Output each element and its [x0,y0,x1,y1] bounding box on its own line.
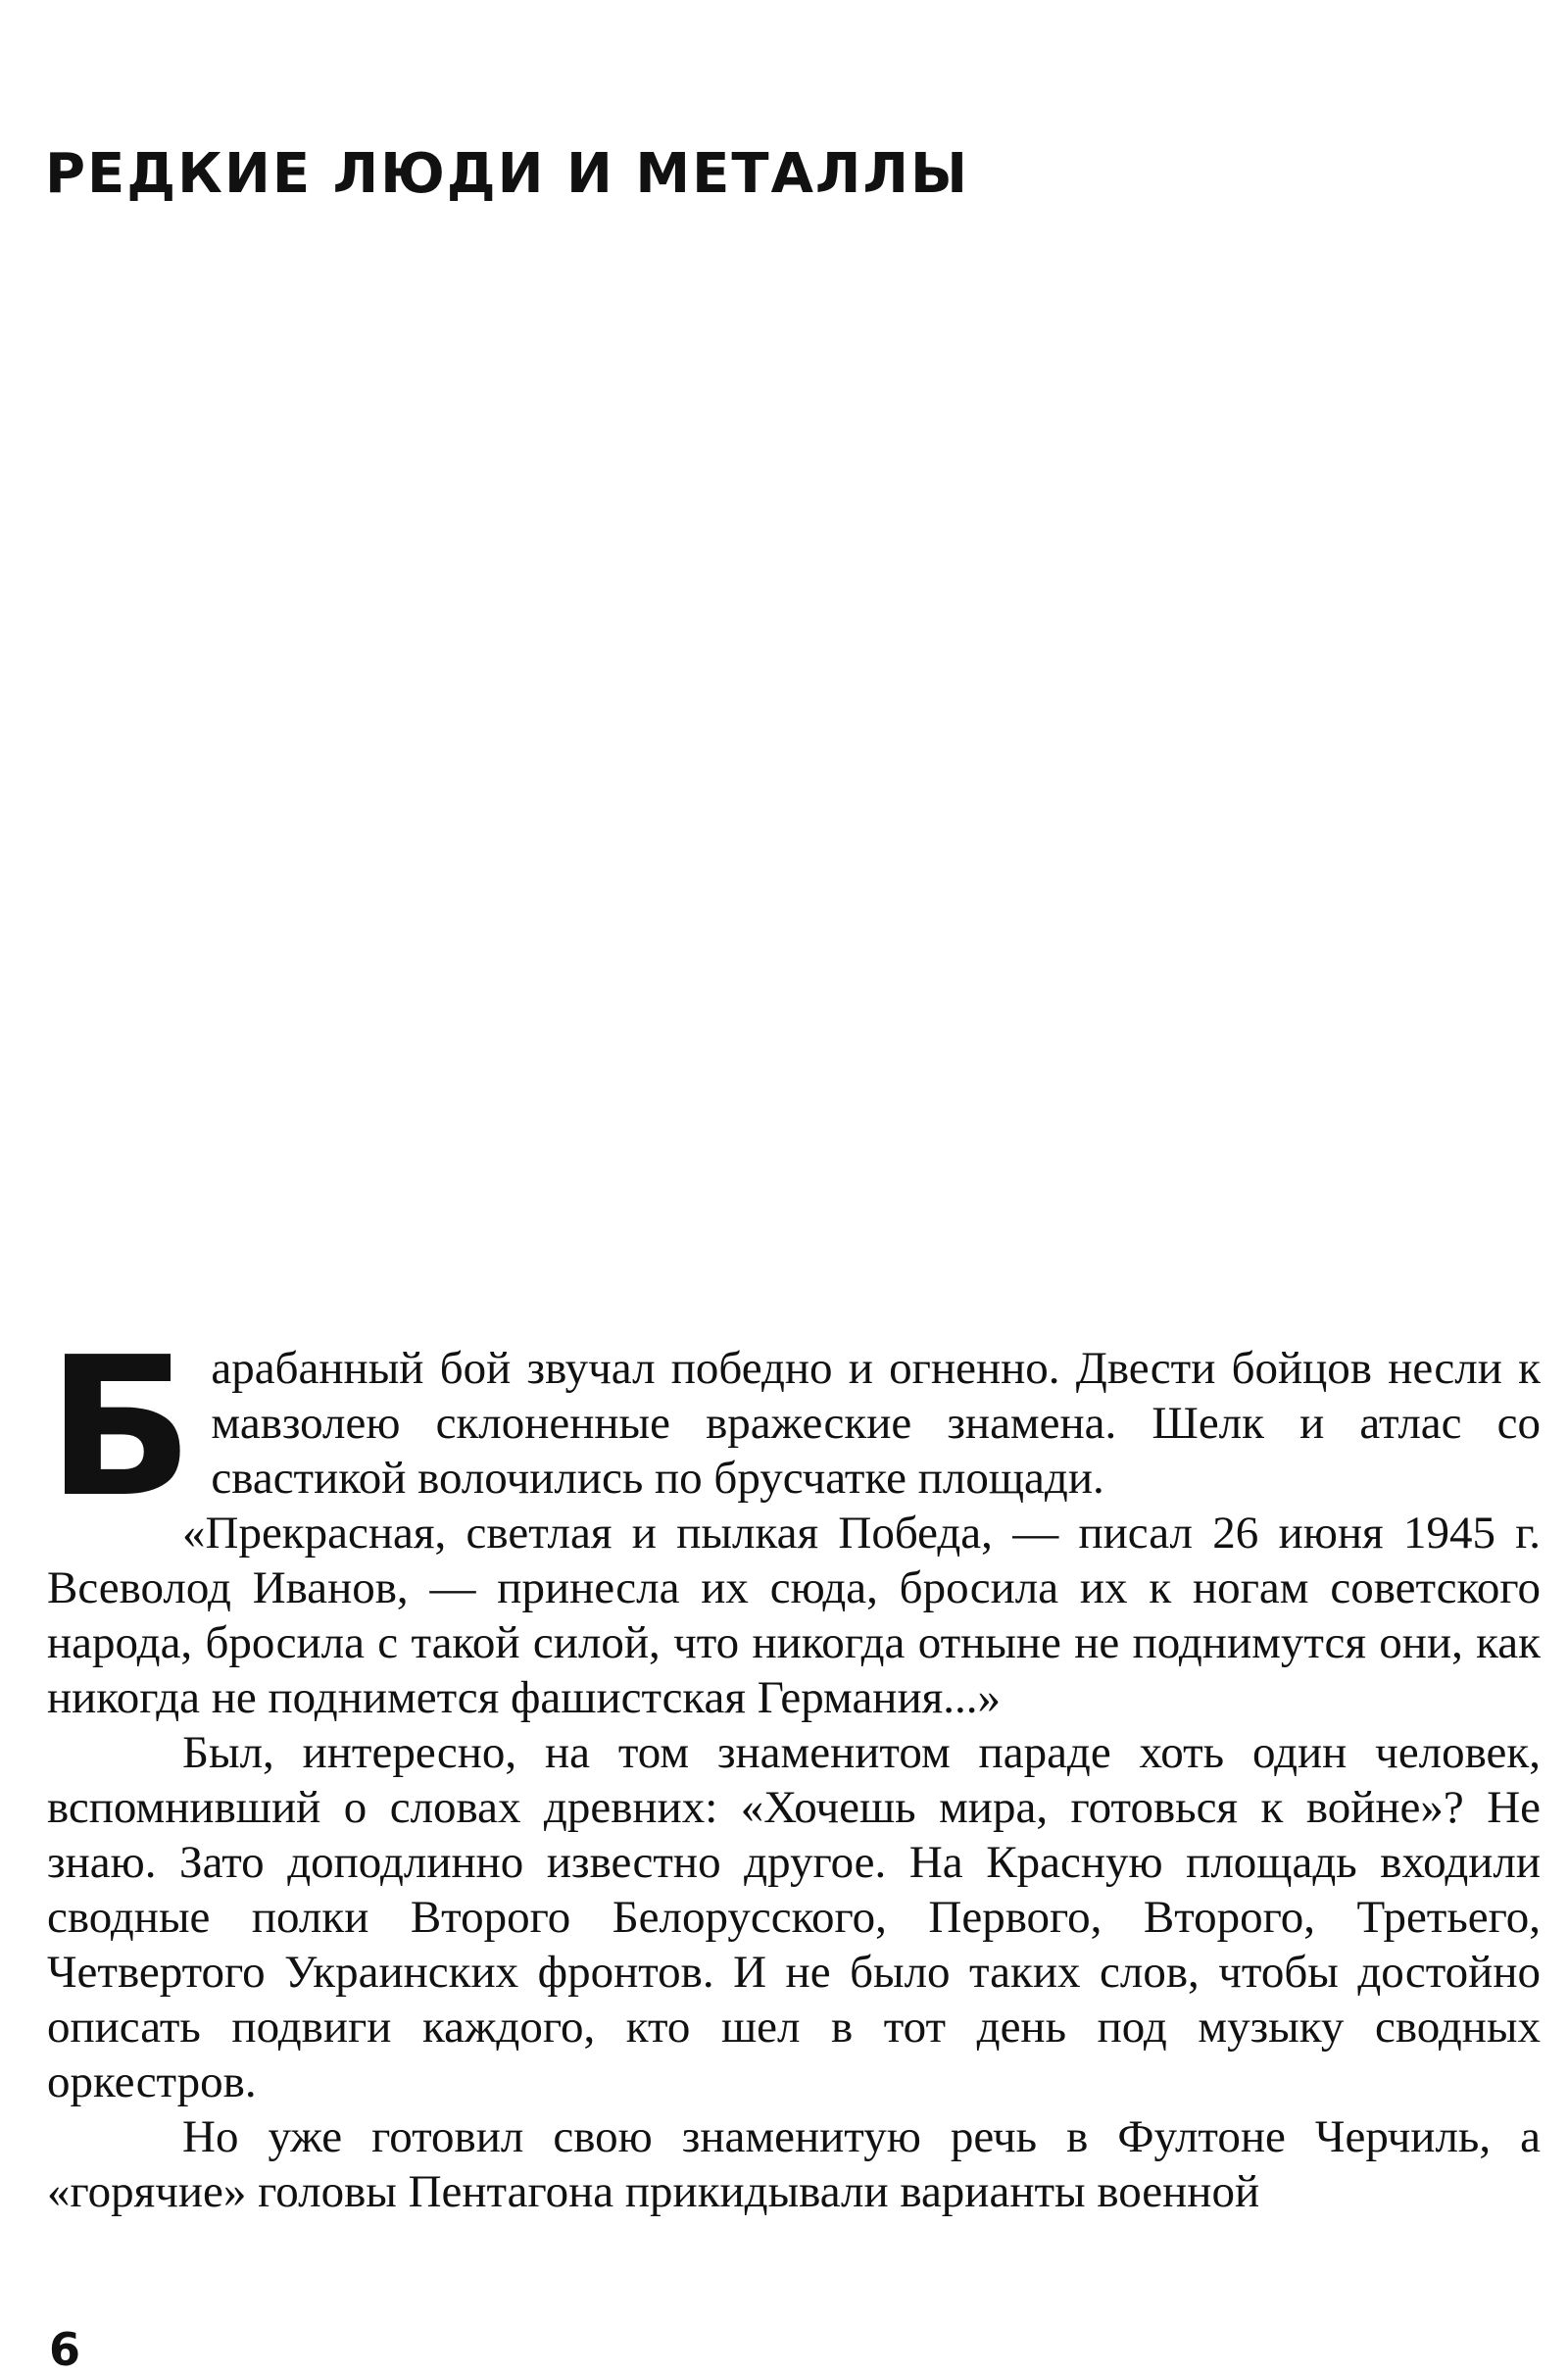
chapter-title: РЕДКИЕ ЛЮДИ И МЕТАЛЛЫ [45,142,969,206]
page-number: 6 [49,2323,81,2376]
paragraph-3: Был, интересно, на том знаменитом параде хоть один человек, вспомнивший о словах древних: «Хочешь мира, готовься к войне»? Не знаю. Зато доподлинно известно другое. На Красную площадь входили сводные полки Второго Белорусского, Первого, Второго, Третьего, Четвертого Украинских фронтов. И не было таких слов, чтобы достойно описать подвиги каждого, кто шел в тот день под музыку сводных оркестров. [47,1727,1541,2107]
paragraph-1 [47,1316,1541,1540]
paragraph-1-text: арабанный бой звучал победно и огненно. Двести бойцов несли к мавзолею склоненные вражеские знамена. Шелк и атлас со свастикой волочились по брусчатке площади. [211,1343,1541,1504]
paragraph-2: «Прекрасная, светлая и пылкая Победа, — писал 26 июня 1945 г. Всеволод Иванов, — принесла их сюда, бросила их к ногам советского народа, бросила с такой силой, что никогда отныне не поднимутся они, как никогда не поднимется фашистская Германия...» [47,1508,1541,1723]
body-text [47,1316,1541,2219]
drop-cap: Б [47,1316,194,1540]
paragraph-4: Но уже готовил свою знаменитую речь в Фултоне Черчиль, а «горячие» головы Пентагона прикидывали варианты военной [47,2111,1541,2217]
